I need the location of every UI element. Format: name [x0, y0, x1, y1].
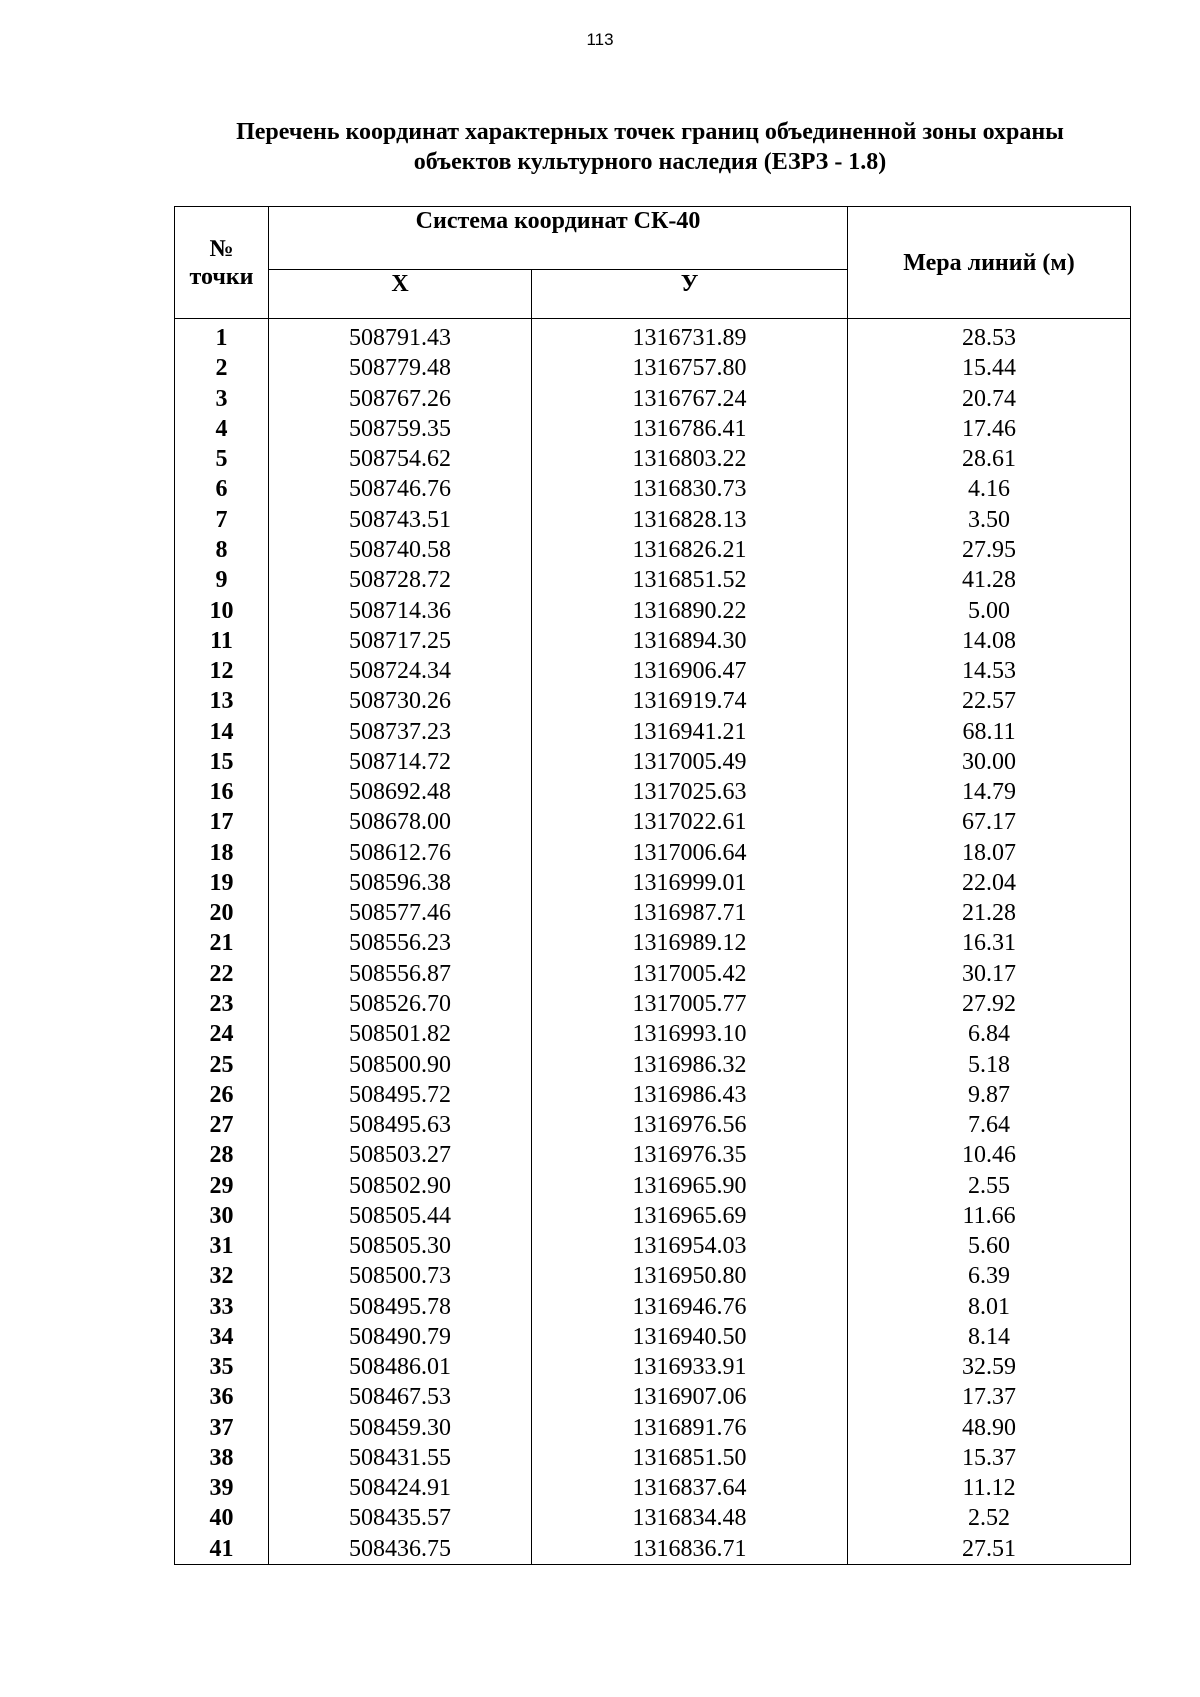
point-number-cell: 5 — [175, 444, 269, 474]
table-row — [175, 1049, 1131, 1079]
point-number-cell: 2 — [175, 353, 269, 383]
point-number-cell: 40 — [175, 1503, 269, 1533]
y-coordinate-cell: 1316933.91 — [532, 1352, 848, 1382]
y-coordinate-cell: 1316999.01 — [532, 868, 848, 898]
table-row — [175, 1170, 1131, 1200]
x-coordinate-cell: 508459.30 — [269, 1413, 532, 1443]
y-coordinate-cell: 1317025.63 — [532, 777, 848, 807]
table-row — [175, 686, 1131, 716]
x-coordinate-cell: 508424.91 — [269, 1473, 532, 1503]
line-length-cell: 32.59 — [848, 1352, 1131, 1382]
y-coordinate-cell: 1316731.89 — [532, 319, 848, 354]
x-coordinate-cell: 508596.38 — [269, 868, 532, 898]
point-number-cell: 35 — [175, 1352, 269, 1382]
point-number-cell: 29 — [175, 1170, 269, 1200]
line-length-cell: 10.46 — [848, 1140, 1131, 1170]
point-number-cell: 21 — [175, 928, 269, 958]
line-length-cell: 16.31 — [848, 928, 1131, 958]
document-title-line-1: Перечень координат характерных точек границ объединенной зоны охраны — [236, 119, 1064, 145]
y-coordinate-cell: 1316950.80 — [532, 1261, 848, 1291]
y-coordinate-cell: 1316836.71 — [532, 1534, 848, 1565]
point-number-cell: 32 — [175, 1261, 269, 1291]
y-coordinate-cell: 1316826.21 — [532, 535, 848, 565]
x-coordinate-cell: 508717.25 — [269, 626, 532, 656]
x-coordinate-cell: 508505.44 — [269, 1201, 532, 1231]
document-title-line-2: объектов культурного наследия (ЕЗРЗ - 1.8) — [413, 149, 887, 175]
point-number-cell: 39 — [175, 1473, 269, 1503]
point-number-cell: 25 — [175, 1049, 269, 1079]
point-number-cell: 26 — [175, 1080, 269, 1110]
x-coordinate-cell: 508495.72 — [269, 1080, 532, 1110]
line-length-cell: 7.64 — [848, 1110, 1131, 1140]
table-body — [175, 319, 1131, 1565]
table-row — [175, 1503, 1131, 1533]
line-length-cell: 30.00 — [848, 747, 1131, 777]
table-row — [175, 505, 1131, 535]
point-number-cell: 13 — [175, 686, 269, 716]
point-number-cell: 14 — [175, 716, 269, 746]
point-number-cell: 16 — [175, 777, 269, 807]
line-length-cell: 20.74 — [848, 384, 1131, 414]
point-number-cell: 23 — [175, 989, 269, 1019]
x-coordinate-cell: 508435.57 — [269, 1503, 532, 1533]
y-coordinate-cell: 1317005.49 — [532, 747, 848, 777]
y-coordinate-cell: 1316828.13 — [532, 505, 848, 535]
table-row — [175, 868, 1131, 898]
line-length-cell: 8.14 — [848, 1322, 1131, 1352]
table-row — [175, 535, 1131, 565]
line-length-cell: 3.50 — [848, 505, 1131, 535]
point-number-cell: 10 — [175, 595, 269, 625]
point-number-cell: 8 — [175, 535, 269, 565]
x-coordinate-cell: 508503.27 — [269, 1140, 532, 1170]
line-length-cell: 5.00 — [848, 595, 1131, 625]
table-row — [175, 1443, 1131, 1473]
line-length-cell: 67.17 — [848, 807, 1131, 837]
point-number-cell: 11 — [175, 626, 269, 656]
x-coordinate-cell: 508728.72 — [269, 565, 532, 595]
line-length-cell: 27.51 — [848, 1534, 1131, 1565]
y-coordinate-cell: 1316976.56 — [532, 1110, 848, 1140]
y-coordinate-cell: 1316987.71 — [532, 898, 848, 928]
x-coordinate-cell: 508501.82 — [269, 1019, 532, 1049]
table-row — [175, 1473, 1131, 1503]
x-coordinate-cell: 508556.23 — [269, 928, 532, 958]
point-number-cell: 6 — [175, 474, 269, 504]
table-row — [175, 353, 1131, 383]
header-point-number — [175, 207, 269, 319]
point-number-cell: 36 — [175, 1382, 269, 1412]
table-row — [175, 1261, 1131, 1291]
line-length-cell: 14.53 — [848, 656, 1131, 686]
point-number-cell: 4 — [175, 414, 269, 444]
line-length-cell: 68.11 — [848, 716, 1131, 746]
point-number-cell: 31 — [175, 1231, 269, 1261]
line-length-cell: 6.39 — [848, 1261, 1131, 1291]
line-length-cell: 28.53 — [848, 319, 1131, 354]
line-length-cell: 28.61 — [848, 444, 1131, 474]
line-length-cell: 8.01 — [848, 1292, 1131, 1322]
header-y: У — [532, 270, 848, 319]
y-coordinate-cell: 1317005.77 — [532, 989, 848, 1019]
line-length-cell: 15.37 — [848, 1443, 1131, 1473]
x-coordinate-cell: 508431.55 — [269, 1443, 532, 1473]
y-coordinate-cell: 1316786.41 — [532, 414, 848, 444]
point-number-cell: 33 — [175, 1292, 269, 1322]
table-row — [175, 1201, 1131, 1231]
y-coordinate-cell: 1316919.74 — [532, 686, 848, 716]
table-row — [175, 1231, 1131, 1261]
y-coordinate-cell: 1316837.64 — [532, 1473, 848, 1503]
table-row — [175, 898, 1131, 928]
table-row — [175, 838, 1131, 868]
y-coordinate-cell: 1317005.42 — [532, 959, 848, 989]
x-coordinate-cell: 508678.00 — [269, 807, 532, 837]
line-length-cell: 22.57 — [848, 686, 1131, 716]
point-number-cell: 37 — [175, 1413, 269, 1443]
y-coordinate-cell: 1316851.52 — [532, 565, 848, 595]
table-row — [175, 1352, 1131, 1382]
table-row — [175, 959, 1131, 989]
x-coordinate-cell: 508612.76 — [269, 838, 532, 868]
table-row — [175, 474, 1131, 504]
line-length-cell: 18.07 — [848, 838, 1131, 868]
coordinates-table — [174, 206, 1131, 1565]
table-row — [175, 565, 1131, 595]
point-number-cell: 34 — [175, 1322, 269, 1352]
x-coordinate-cell: 508495.78 — [269, 1292, 532, 1322]
line-length-cell: 17.46 — [848, 414, 1131, 444]
table-row — [175, 1110, 1131, 1140]
table-row — [175, 716, 1131, 746]
line-length-cell: 2.55 — [848, 1170, 1131, 1200]
x-coordinate-cell: 508737.23 — [269, 716, 532, 746]
x-coordinate-cell: 508692.48 — [269, 777, 532, 807]
header-point-number-symbol: № — [209, 235, 234, 262]
x-coordinate-cell: 508724.34 — [269, 656, 532, 686]
x-coordinate-cell: 508743.51 — [269, 505, 532, 535]
x-coordinate-cell: 508730.26 — [269, 686, 532, 716]
y-coordinate-cell: 1316803.22 — [532, 444, 848, 474]
y-coordinate-cell: 1316906.47 — [532, 656, 848, 686]
y-coordinate-cell: 1317006.64 — [532, 838, 848, 868]
table-row — [175, 444, 1131, 474]
table-header — [175, 207, 1131, 319]
table-row — [175, 1382, 1131, 1412]
x-coordinate-cell: 508505.30 — [269, 1231, 532, 1261]
table-row — [175, 1080, 1131, 1110]
point-number-cell: 22 — [175, 959, 269, 989]
y-coordinate-cell: 1316851.50 — [532, 1443, 848, 1473]
line-length-cell: 4.16 — [848, 474, 1131, 504]
y-coordinate-cell: 1316830.73 — [532, 474, 848, 504]
point-number-cell: 27 — [175, 1110, 269, 1140]
line-length-cell: 2.52 — [848, 1503, 1131, 1533]
document-title — [160, 117, 1140, 177]
table-row — [175, 626, 1131, 656]
x-coordinate-cell: 508754.62 — [269, 444, 532, 474]
point-number-cell: 9 — [175, 565, 269, 595]
x-coordinate-cell: 508791.43 — [269, 319, 532, 354]
line-length-cell: 22.04 — [848, 868, 1131, 898]
x-coordinate-cell: 508740.58 — [269, 535, 532, 565]
point-number-cell: 15 — [175, 747, 269, 777]
point-number-cell: 1 — [175, 319, 269, 354]
y-coordinate-cell: 1316965.69 — [532, 1201, 848, 1231]
table-row — [175, 656, 1131, 686]
point-number-cell: 20 — [175, 898, 269, 928]
x-coordinate-cell: 508500.73 — [269, 1261, 532, 1291]
table-row — [175, 1019, 1131, 1049]
y-coordinate-cell: 1316834.48 — [532, 1503, 848, 1533]
y-coordinate-cell: 1316993.10 — [532, 1019, 848, 1049]
y-coordinate-cell: 1316989.12 — [532, 928, 848, 958]
x-coordinate-cell: 508714.36 — [269, 595, 532, 625]
table-row — [175, 1292, 1131, 1322]
x-coordinate-cell: 508490.79 — [269, 1322, 532, 1352]
line-length-cell: 11.12 — [848, 1473, 1131, 1503]
x-coordinate-cell: 508556.87 — [269, 959, 532, 989]
x-coordinate-cell: 508746.76 — [269, 474, 532, 504]
x-coordinate-cell: 508767.26 — [269, 384, 532, 414]
x-coordinate-cell: 508759.35 — [269, 414, 532, 444]
x-coordinate-cell: 508577.46 — [269, 898, 532, 928]
point-number-cell: 41 — [175, 1534, 269, 1565]
point-number-cell: 18 — [175, 838, 269, 868]
line-length-cell: 9.87 — [848, 1080, 1131, 1110]
table-row — [175, 747, 1131, 777]
y-coordinate-cell: 1316907.06 — [532, 1382, 848, 1412]
line-length-cell: 48.90 — [848, 1413, 1131, 1443]
point-number-cell: 38 — [175, 1443, 269, 1473]
y-coordinate-cell: 1316986.43 — [532, 1080, 848, 1110]
table-row — [175, 595, 1131, 625]
x-coordinate-cell: 508502.90 — [269, 1170, 532, 1200]
x-coordinate-cell: 508500.90 — [269, 1049, 532, 1079]
y-coordinate-cell: 1316757.80 — [532, 353, 848, 383]
table-row — [175, 989, 1131, 1019]
x-coordinate-cell: 508714.72 — [269, 747, 532, 777]
line-length-cell: 5.60 — [848, 1231, 1131, 1261]
line-length-cell: 27.95 — [848, 535, 1131, 565]
y-coordinate-cell: 1316954.03 — [532, 1231, 848, 1261]
y-coordinate-cell: 1316767.24 — [532, 384, 848, 414]
line-length-cell: 5.18 — [848, 1049, 1131, 1079]
point-number-cell: 17 — [175, 807, 269, 837]
y-coordinate-cell: 1316965.90 — [532, 1170, 848, 1200]
header-line-length: Мера линий (м) — [848, 207, 1131, 319]
line-length-cell: 27.92 — [848, 989, 1131, 1019]
header-coordinate-system: Система координат СК-40 — [269, 207, 848, 270]
x-coordinate-cell: 508467.53 — [269, 1382, 532, 1412]
page-number: 113 — [586, 30, 614, 49]
header-x: Х — [269, 270, 532, 319]
line-length-cell: 41.28 — [848, 565, 1131, 595]
x-coordinate-cell: 508779.48 — [269, 353, 532, 383]
line-length-cell: 21.28 — [848, 898, 1131, 928]
y-coordinate-cell: 1316940.50 — [532, 1322, 848, 1352]
table-row — [175, 928, 1131, 958]
line-length-cell: 14.08 — [848, 626, 1131, 656]
point-number-cell: 28 — [175, 1140, 269, 1170]
point-number-cell: 3 — [175, 384, 269, 414]
table-row — [175, 807, 1131, 837]
y-coordinate-cell: 1316891.76 — [532, 1413, 848, 1443]
table-row — [175, 1140, 1131, 1170]
x-coordinate-cell: 508486.01 — [269, 1352, 532, 1382]
y-coordinate-cell: 1316894.30 — [532, 626, 848, 656]
x-coordinate-cell: 508526.70 — [269, 989, 532, 1019]
point-number-cell: 24 — [175, 1019, 269, 1049]
x-coordinate-cell: 508436.75 — [269, 1534, 532, 1565]
x-coordinate-cell: 508495.63 — [269, 1110, 532, 1140]
line-length-cell: 15.44 — [848, 353, 1131, 383]
table-row — [175, 319, 1131, 354]
line-length-cell: 30.17 — [848, 959, 1131, 989]
y-coordinate-cell: 1316941.21 — [532, 716, 848, 746]
line-length-cell: 6.84 — [848, 1019, 1131, 1049]
table-row — [175, 414, 1131, 444]
y-coordinate-cell: 1316946.76 — [532, 1292, 848, 1322]
table-row — [175, 777, 1131, 807]
header-point-number-label: точки — [189, 263, 254, 290]
y-coordinate-cell: 1316976.35 — [532, 1140, 848, 1170]
line-length-cell: 17.37 — [848, 1382, 1131, 1412]
point-number-cell: 7 — [175, 505, 269, 535]
point-number-cell: 12 — [175, 656, 269, 686]
table-row — [175, 1413, 1131, 1443]
line-length-cell: 11.66 — [848, 1201, 1131, 1231]
y-coordinate-cell: 1316986.32 — [532, 1049, 848, 1079]
y-coordinate-cell: 1316890.22 — [532, 595, 848, 625]
table-row — [175, 1534, 1131, 1565]
point-number-cell: 19 — [175, 868, 269, 898]
table-row — [175, 1322, 1131, 1352]
line-length-cell: 14.79 — [848, 777, 1131, 807]
point-number-cell: 30 — [175, 1201, 269, 1231]
table-row — [175, 384, 1131, 414]
y-coordinate-cell: 1317022.61 — [532, 807, 848, 837]
